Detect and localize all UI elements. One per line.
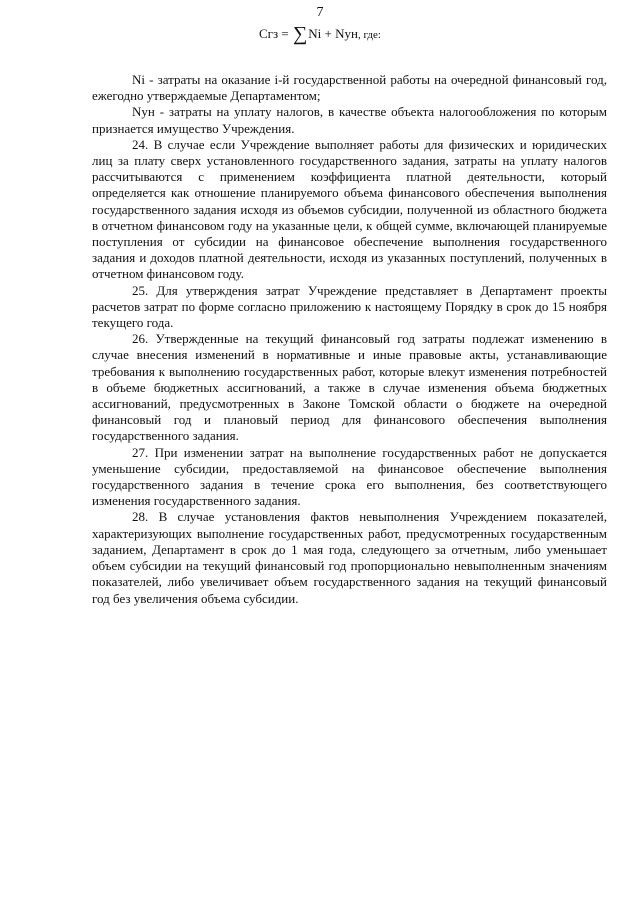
paragraph-ni-definition: Ni - затраты на оказание i-й государственной работы на очередной финансовый год, ежегодно утверждаемые Департаментом; [92,72,607,104]
cost-formula [0,21,640,46]
paragraph-26: 26. Утвержденные на текущий финансовый год затраты подлежат изменению в случае внесения изменений в нормативные и иные правовые акты, устанавливающие требования к выполнению государственных работ, которые влекут изменения потребностей в объеме бюджетных ассигнований, а также в случае изменения объема бюджетных ассигнований, предусмотренных в Законе Томской области о бюджете на очередной финансовый год и плановый период для финансового обеспечения выполнения государственного задания. [92,331,607,444]
paragraph-27: 27. При изменении затрат на выполнение государственных работ не допускается уменьшение субсидии, предоставляемой на финансовое обеспечение выполнения государственного задания в течение срока его выполнения, без соответствующего изменения государственного задания. [92,444,607,509]
page-number: 7 [316,5,324,20]
formula-plus: + [324,26,332,41]
formula-equals: = [281,26,289,41]
formula-term-nun: Nун [335,26,358,41]
paragraph-28: 28. В случае установления фактов невыполнения Учреждением показателей, характеризующих выполнение государственных работ, предусмотренных государственным заданием, Департамент в срок до 1 мая года, следующего за отчетным, либо уменьшает объем субсидии на текущий финансовый год пропорционально невыполненным значениям показателей, либо увеличивает объем государственного задания на текущий финансовый год без увеличения объема субсидии. [92,509,607,606]
formula-suffix: , где: [357,29,381,41]
paragraph-nun-definition: Nун - затраты на уплату налогов, в качестве объекта налогообложения по которым признается имущество Учреждения. [92,104,607,136]
formula-lhs: Сгз [259,26,279,41]
document-body [92,72,607,607]
formula-term-ni: Ni [308,26,322,41]
summation-sign: ∑ [293,23,308,45]
paragraph-24: 24. В случае если Учреждение выполняет работы для физических и юридических лиц за плату сверх установленного государственного задания, затраты на уплату налогов рассчитываются с применением коэффициента платной деятельности, который определяется как отношение планируемого объема финансового обеспечения выполнения государственного задания исходя из объемов субсидии, полученной из областного бюджета в отчетном финансовом году на указанные цели, к общей сумме, включающей планируемые поступления от субсидии на финансовое обеспечение выполнения государственного задания и доходов платной деятельности, исходя из указанных поступлений, полученных в отчетном финансовом году. [92,136,607,282]
paragraph-25: 25. Для утверждения затрат Учреждение представляет в Департамент проекты расчетов затрат по форме согласно приложению к настоящему Порядку в срок до 15 ноября текущего года. [92,282,607,331]
